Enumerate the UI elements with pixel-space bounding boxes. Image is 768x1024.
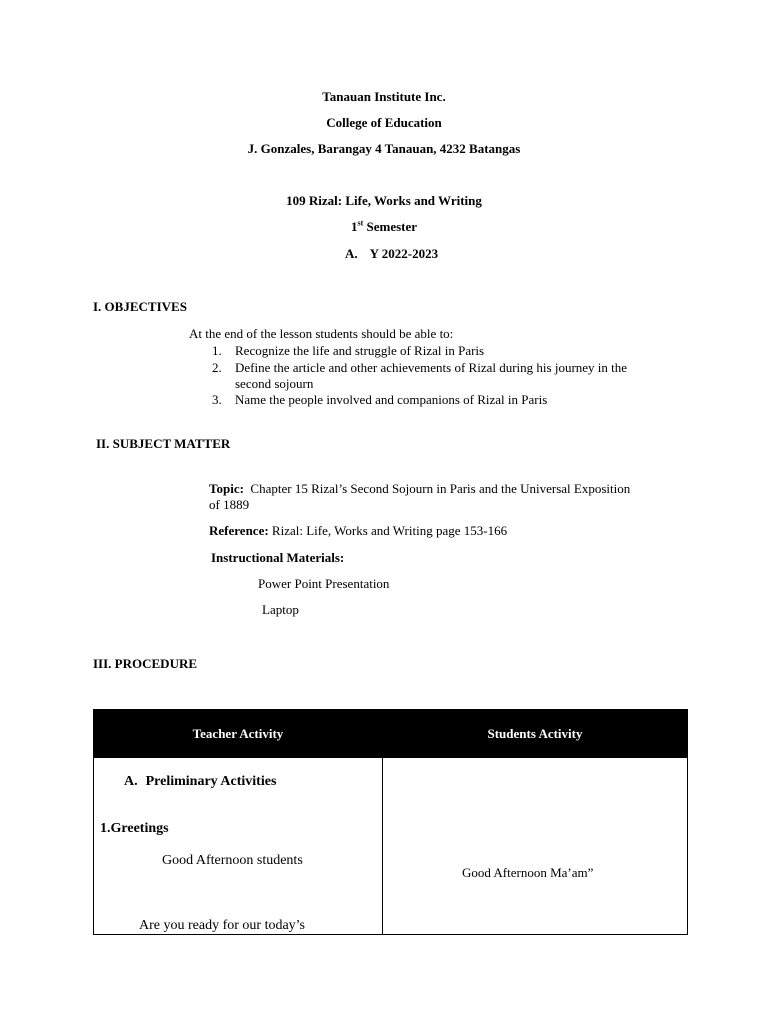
section-title: Preliminary Activities [145,774,277,789]
teacher-activity-cell [94,758,383,935]
section-letter: A. [124,774,138,789]
students-activity-cell [383,758,688,935]
objective-number: 1. [212,343,222,358]
table-header-row [94,710,688,758]
procedure-heading: III. PROCEDURE [93,656,198,671]
semester [0,219,768,235]
objective-text: Recognize the life and struggle of Rizal in Paris [235,343,485,358]
reference-label: Reference: [209,523,269,538]
table-row [94,758,688,935]
institution-name: Tanauan Institute Inc. [322,89,446,104]
objectives-intro: At the end of the lesson students should be able to: [189,326,454,341]
procedure-table [93,709,688,935]
college-name: College of Education [326,115,442,130]
student-greeting: Good Afternoon Ma’am” [462,865,594,880]
academic-year-letter: A. [345,246,358,261]
objective-number: 2. [212,360,222,375]
material-item: Power Point Presentation [258,576,390,591]
semester-word: Semester [363,219,418,234]
course-title: 109 Rizal: Life, Works and Writing [286,193,482,208]
objective-text-continued: second sojourn [235,376,314,391]
teacher-greeting: Good Afternoon students [162,853,303,868]
academic-year-value: Y 2022-2023 [369,246,439,261]
topic-value-continued: of 1889 [209,497,250,512]
reference-line [209,523,507,539]
section-heading [124,774,276,790]
objectives-heading: I. OBJECTIVES [93,299,187,314]
greetings-heading: 1.Greetings [100,821,169,836]
students-activity-header: Students Activity [383,710,688,758]
teacher-activity-header: Teacher Activity [94,710,383,758]
topic-line [209,481,630,497]
material-item: Laptop [262,602,299,617]
semester-suffix: st [357,218,364,228]
semester-number: 1 [350,219,358,234]
topic-value: Chapter 15 Rizal’s Second Sojourn in Paris and the Universal Exposition [243,481,631,496]
objective-text: Define the article and other achievements of Rizal during his journey in the [235,360,628,375]
topic-label: Topic: [209,481,244,496]
teacher-question: Are you ready for our today’s [139,918,306,933]
reference-value: Rizal: Life, Works and Writing page 153-166 [268,523,508,538]
materials-label: Instructional Materials: [211,550,345,565]
objective-text: Name the people involved and companions of Rizal in Paris [235,392,548,407]
address: J. Gonzales, Barangay 4 Tanauan, 4232 Batangas [247,141,521,156]
academic-year [345,246,438,262]
subject-matter-heading: II. SUBJECT MATTER [96,436,231,451]
objective-number: 3. [212,392,222,407]
